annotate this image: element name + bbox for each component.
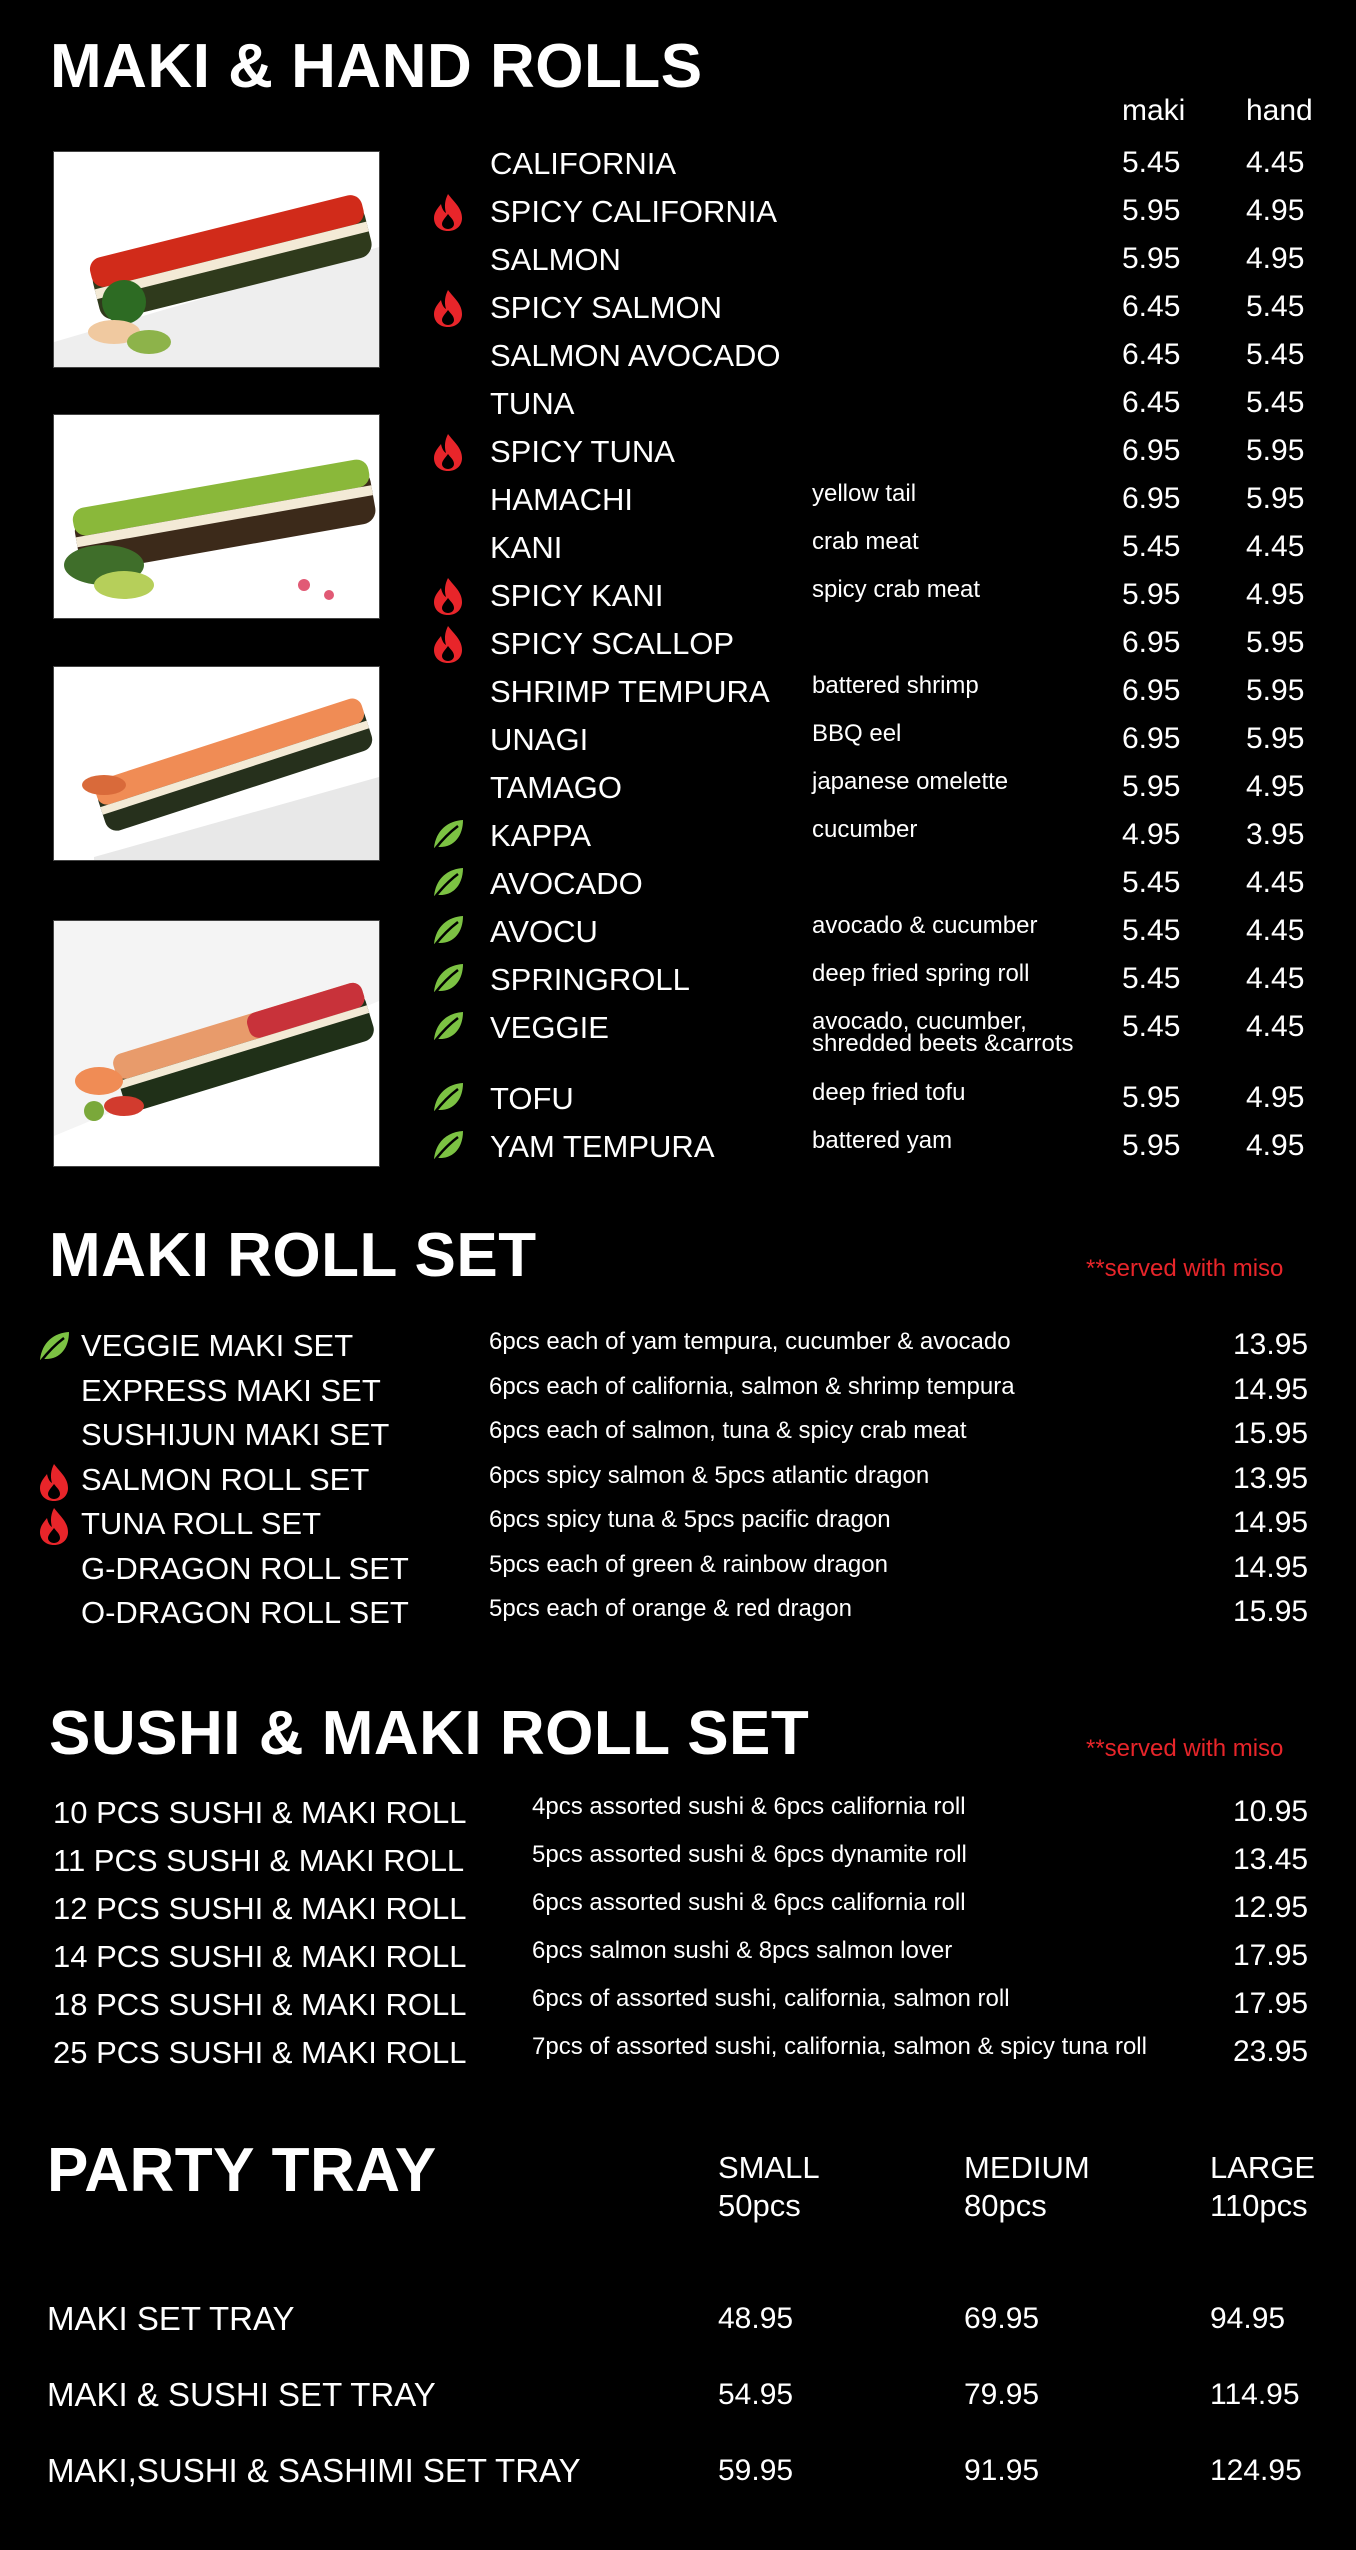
hand-price: 5.95	[1246, 674, 1305, 707]
hand-price: 4.95	[1246, 242, 1305, 275]
leaf-icon	[430, 1008, 466, 1048]
menu-row	[0, 1841, 1356, 1889]
flame-icon	[36, 1506, 72, 1546]
flame-icon	[430, 624, 466, 664]
hand-price: 4.95	[1246, 1129, 1305, 1162]
maki-price: 5.95	[1122, 194, 1181, 227]
menu-row	[0, 1125, 1356, 1173]
menu-row	[0, 238, 1356, 286]
set-price: 17.95	[1233, 1987, 1309, 2020]
hand-price: 4.95	[1246, 1081, 1305, 1114]
item-description: avocado & cucumber	[812, 912, 1038, 939]
maki-price: 5.95	[1122, 1081, 1181, 1114]
menu-row	[0, 142, 1356, 190]
hand-price: 4.45	[1246, 146, 1305, 179]
set-price: 13.95	[1233, 1461, 1309, 1495]
menu-row	[0, 190, 1356, 238]
set-name: 25 PCS SUSHI & MAKI ROLL	[53, 2035, 467, 2070]
set-name: G-DRAGON ROLL SET	[81, 1550, 409, 1586]
item-name: SPICY CALIFORNIA	[490, 194, 778, 229]
tray-size-small	[718, 2149, 820, 2225]
hand-price: 5.45	[1246, 290, 1305, 323]
set-price: 17.95	[1233, 1939, 1309, 1972]
item-name: HAMACHI	[490, 482, 633, 517]
col-head-maki: maki	[1122, 94, 1186, 127]
set-price: 13.45	[1233, 1843, 1309, 1876]
tray-price: 54.95	[718, 2378, 794, 2411]
tray-row	[0, 2376, 1356, 2424]
hand-price: 5.95	[1246, 626, 1305, 659]
tray-size-count: 110pcs	[1210, 2188, 1308, 2223]
menu-row	[0, 862, 1356, 910]
tray-name: MAKI,SUSHI & SASHIMI SET TRAY	[47, 2452, 581, 2489]
menu-row	[0, 1077, 1356, 1125]
set-name: 14 PCS SUSHI & MAKI ROLL	[53, 1939, 467, 1974]
tray-price: 69.95	[964, 2302, 1040, 2335]
hand-price: 5.95	[1246, 482, 1305, 515]
menu-row	[0, 574, 1356, 622]
maki-roll-set-miso-note: **served with miso	[1086, 1255, 1284, 1282]
tray-price: 79.95	[964, 2378, 1040, 2411]
item-description: japanese omelette	[812, 768, 1009, 795]
set-description: 6pcs each of california, salmon & shrimp tempura	[489, 1372, 1015, 1400]
hand-price: 5.95	[1246, 722, 1305, 755]
tray-size-label: MEDIUM	[964, 2150, 1090, 2185]
set-description: 5pcs assorted sushi & 6pcs dynamite roll	[532, 1841, 967, 1868]
menu-row	[0, 1937, 1356, 1985]
set-name: O-DRAGON ROLL SET	[81, 1595, 409, 1630]
menu-row	[0, 1415, 1356, 1463]
menu-row	[0, 1460, 1356, 1508]
item-name: SPRINGROLL	[490, 962, 690, 997]
set-name: SALMON ROLL SET	[81, 1461, 370, 1497]
leaf-icon	[430, 864, 466, 904]
flame-icon	[430, 192, 466, 232]
set-name: 12 PCS SUSHI & MAKI ROLL	[53, 1891, 467, 1926]
hand-price: 5.45	[1246, 338, 1305, 371]
item-name: SPICY KANI	[490, 578, 664, 613]
tray-price: 48.95	[718, 2302, 794, 2335]
item-description: yellow tail	[812, 480, 917, 507]
maki-price: 6.95	[1122, 674, 1181, 707]
hand-price: 4.95	[1246, 578, 1305, 611]
leaf-icon	[430, 960, 466, 1000]
maki-roll-set-title: MAKI ROLL SET	[49, 1221, 537, 1290]
tray-price: 114.95	[1210, 2378, 1300, 2411]
set-description: 6pcs of assorted sushi, california, salmon roll	[532, 1985, 1010, 2012]
tray-price: 124.95	[1210, 2454, 1302, 2487]
menu-row	[0, 1326, 1356, 1374]
hand-price: 4.95	[1246, 770, 1305, 803]
maki-price: 5.95	[1122, 770, 1181, 803]
hand-price: 4.45	[1246, 914, 1305, 947]
set-price: 15.95	[1233, 1417, 1309, 1450]
hand-price: 3.95	[1246, 818, 1305, 851]
menu-row	[0, 526, 1356, 574]
item-name: TAMAGO	[490, 770, 623, 805]
leaf-icon	[430, 816, 466, 856]
set-description: 7pcs of assorted sushi, california, salmon & spicy tuna roll	[532, 2033, 1147, 2060]
maki-price: 4.95	[1122, 818, 1181, 851]
set-description: 6pcs each of salmon, tuna & spicy crab meat	[489, 1417, 967, 1444]
set-name: SUSHIJUN MAKI SET	[81, 1417, 390, 1452]
item-name: VEGGIE	[490, 1010, 609, 1045]
set-price: 10.95	[1233, 1795, 1309, 1828]
tray-size-count: 50pcs	[718, 2188, 801, 2223]
menu-row	[0, 814, 1356, 862]
flame-icon	[430, 576, 466, 616]
item-description: crab meat	[812, 528, 919, 555]
tray-price: 59.95	[718, 2454, 794, 2487]
hand-price: 4.45	[1246, 1010, 1305, 1043]
menu-row	[0, 1889, 1356, 1937]
item-description: avocado, cucumber,	[812, 1008, 1027, 1035]
set-description: 4pcs assorted sushi & 6pcs california roll	[532, 1793, 966, 1820]
item-description: deep fried spring roll	[812, 960, 1030, 987]
maki-price: 6.95	[1122, 626, 1181, 659]
tray-size-medium	[964, 2149, 1090, 2225]
menu-row	[0, 718, 1356, 766]
maki-price: 5.45	[1122, 146, 1181, 179]
maki-price: 5.45	[1122, 914, 1181, 947]
item-name: SALMON	[490, 242, 621, 277]
menu-row	[0, 1985, 1356, 2033]
hand-price: 4.45	[1246, 530, 1305, 563]
set-price: 14.95	[1233, 1372, 1309, 1406]
hand-price: 4.45	[1246, 866, 1305, 899]
tray-size-large	[1210, 2149, 1315, 2225]
menu-row	[0, 1593, 1356, 1641]
tray-name: MAKI SET TRAY	[47, 2300, 295, 2337]
tray-price: 91.95	[964, 2454, 1040, 2487]
maki-price: 6.45	[1122, 338, 1181, 371]
menu-row	[0, 2033, 1356, 2081]
menu-row	[0, 1549, 1356, 1597]
set-name: 10 PCS SUSHI & MAKI ROLL	[53, 1795, 467, 1830]
maki-price: 6.45	[1122, 386, 1181, 419]
item-name: TUNA	[490, 386, 575, 421]
set-name: EXPRESS MAKI SET	[81, 1372, 381, 1408]
tray-name: MAKI & SUSHI SET TRAY	[47, 2376, 436, 2413]
maki-price: 6.95	[1122, 434, 1181, 467]
menu-row	[0, 1006, 1356, 1057]
tray-row	[0, 2300, 1356, 2348]
menu-row	[0, 1504, 1356, 1552]
maki-price: 5.95	[1122, 1129, 1181, 1162]
hand-price: 5.45	[1246, 386, 1305, 419]
menu-row	[0, 910, 1356, 958]
item-name: KANI	[490, 530, 563, 565]
maki-price: 5.45	[1122, 530, 1181, 563]
hand-price: 4.95	[1246, 194, 1305, 227]
flame-icon	[430, 432, 466, 472]
menu-row	[0, 334, 1356, 382]
menu-row	[0, 382, 1356, 430]
item-name: SPICY SCALLOP	[490, 626, 735, 661]
flame-icon	[36, 1462, 72, 1502]
item-description-line2: shredded beets &carrots	[812, 1030, 1074, 1057]
tray-price: 94.95	[1210, 2302, 1286, 2335]
item-name: SPICY SALMON	[490, 290, 723, 325]
item-name: AVOCU	[490, 914, 598, 949]
hand-price: 4.45	[1246, 962, 1305, 995]
tray-size-label: SMALL	[718, 2150, 820, 2185]
item-description: spicy crab meat	[812, 576, 981, 603]
menu-row	[0, 286, 1356, 334]
maki-hand-rolls-title: MAKI & HAND ROLLS	[50, 32, 703, 101]
flame-icon	[430, 288, 466, 328]
leaf-icon	[430, 912, 466, 952]
menu-row	[0, 1371, 1356, 1419]
item-description: cucumber	[812, 816, 918, 843]
item-name: TOFU	[490, 1081, 574, 1116]
item-name: SHRIMP TEMPURA	[490, 674, 770, 709]
item-name: SPICY TUNA	[490, 434, 675, 469]
menu-row	[0, 478, 1356, 526]
maki-price: 5.45	[1122, 962, 1181, 995]
set-name: 18 PCS SUSHI & MAKI ROLL	[53, 1987, 467, 2022]
set-price: 12.95	[1233, 1891, 1309, 1924]
maki-price: 6.95	[1122, 482, 1181, 515]
set-description: 6pcs salmon sushi & 8pcs salmon lover	[532, 1937, 953, 1964]
item-name: SALMON AVOCADO	[490, 338, 781, 373]
tray-size-label: LARGE	[1210, 2150, 1316, 2185]
set-description: 6pcs assorted sushi & 6pcs california roll	[532, 1889, 966, 1916]
set-price: 14.95	[1233, 1506, 1309, 1539]
item-name: CALIFORNIA	[490, 146, 677, 181]
leaf-icon	[36, 1328, 72, 1368]
sushi-maki-roll-set-title: SUSHI & MAKI ROLL SET	[49, 1699, 810, 1768]
menu-row	[0, 1793, 1356, 1841]
set-name: VEGGIE MAKI SET	[81, 1328, 354, 1363]
item-description: BBQ eel	[812, 720, 902, 747]
menu-row	[0, 958, 1356, 1006]
set-description: 6pcs spicy tuna & 5pcs pacific dragon	[489, 1506, 891, 1533]
tray-size-count: 80pcs	[964, 2188, 1047, 2223]
item-name: UNAGI	[490, 722, 589, 757]
item-name: AVOCADO	[490, 866, 643, 901]
hand-price: 5.95	[1246, 434, 1305, 467]
maki-price: 5.45	[1122, 866, 1181, 899]
item-name: YAM TEMPURA	[490, 1129, 715, 1164]
menu-row	[0, 622, 1356, 670]
item-description: battered yam	[812, 1127, 953, 1154]
maki-price: 5.45	[1122, 1010, 1181, 1043]
set-price: 13.95	[1233, 1328, 1309, 1361]
set-description: 5pcs each of orange & red dragon	[489, 1595, 852, 1622]
set-name: 11 PCS SUSHI & MAKI ROLL	[53, 1843, 465, 1878]
set-description: 6pcs each of yam tempura, cucumber & avocado	[489, 1328, 1011, 1355]
item-description: battered shrimp	[812, 672, 979, 699]
set-price: 14.95	[1233, 1550, 1309, 1584]
leaf-icon	[430, 1127, 466, 1167]
maki-price: 6.45	[1122, 290, 1181, 323]
party-tray-title: PARTY TRAY	[47, 2136, 437, 2205]
menu-row	[0, 430, 1356, 478]
set-description: 5pcs each of green & rainbow dragon	[489, 1550, 888, 1578]
leaf-icon	[430, 1079, 466, 1119]
col-head-hand: hand	[1246, 94, 1313, 127]
set-description: 6pcs spicy salmon & 5pcs atlantic dragon	[489, 1461, 930, 1489]
set-price: 15.95	[1233, 1595, 1309, 1628]
item-name: KAPPA	[490, 818, 592, 853]
sushi-maki-roll-set-miso-note: **served with miso	[1086, 1735, 1284, 1762]
maki-price: 5.95	[1122, 242, 1181, 275]
item-description: deep fried tofu	[812, 1079, 966, 1106]
maki-price: 5.95	[1122, 578, 1181, 611]
maki-price: 6.95	[1122, 722, 1181, 755]
tray-row	[0, 2452, 1356, 2500]
set-price: 23.95	[1233, 2035, 1309, 2068]
menu-row	[0, 670, 1356, 718]
set-name: TUNA ROLL SET	[81, 1506, 322, 1541]
menu-row	[0, 766, 1356, 814]
